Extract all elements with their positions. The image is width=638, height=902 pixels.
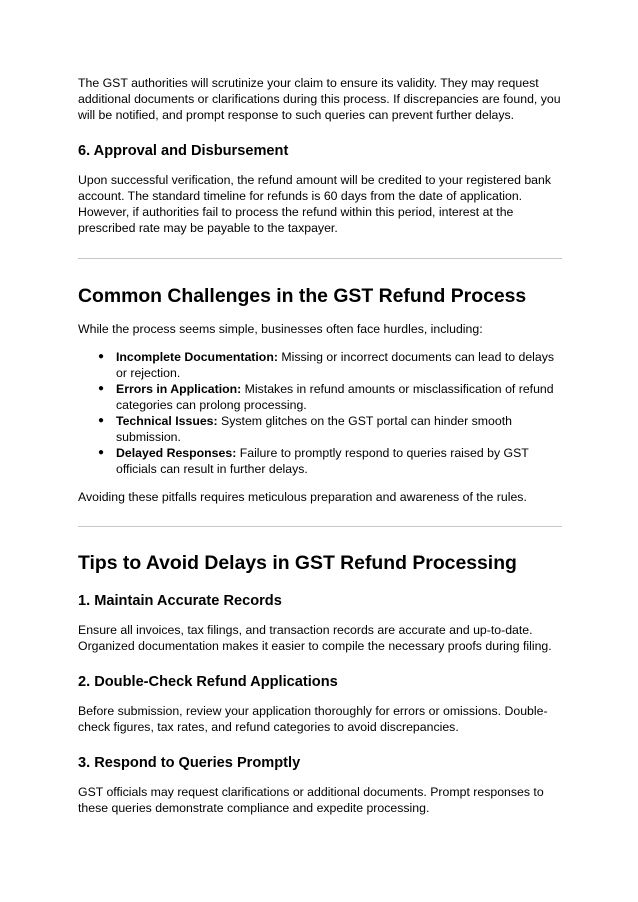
verification-paragraph: The GST authorities will scrutinize your claim to ensure its validity. They may request additional documents or clarifications during this process. If discrepancies are found, you will be notified, and prompt response to such queries can prevent further delays. — [78, 76, 561, 122]
list-item-text: Missing or incorrect documents can lead to delays or rejection. — [116, 350, 555, 380]
list-item-text: Mistakes in refund amounts or misclassification of refund categories can prolong processing. — [116, 382, 554, 412]
tip-paragraph: GST officials may request clarifications or additional documents. Prompt responses to these queries demonstrate compliance and expedite processing. — [78, 785, 544, 815]
list-item — [78, 413, 562, 445]
list-item-term: Errors in Application: — [116, 382, 242, 396]
approval-paragraph: Upon successful verification, the refund amount will be credited to your registered bank account. The standard timeline for refunds is 60 days from the date of application. However, if authorities fail to process the refund within this period, interest at the prescribed rate may be payable to the taxpayer. — [78, 173, 551, 235]
challenges-outro: Avoiding these pitfalls requires meticulous preparation and awareness of the rules. — [78, 490, 527, 504]
tip-paragraph: Before submission, review your application thoroughly for errors or omissions. Double-check figures, tax rates, and refund categories to avoid discrepancies. — [78, 704, 548, 734]
challenges-intro: While the process seems simple, businesses often face hurdles, including: — [78, 322, 483, 336]
tip-heading: 3. Respond to Queries Promptly — [78, 755, 301, 771]
list-item — [78, 445, 562, 477]
list-item-term: Technical Issues: — [116, 414, 218, 428]
list-item — [78, 381, 562, 413]
tip-paragraph: Ensure all invoices, tax filings, and transaction records are accurate and up-to-date. Organized documentation makes it easier to compile the necessary proofs during filing. — [78, 623, 552, 653]
list-item-text: System glitches on the GST portal can hinder smooth submission. — [116, 414, 512, 444]
bullet-icon: ● — [98, 351, 105, 362]
bullet-icon: ● — [98, 415, 105, 426]
challenges-heading: Common Challenges in the GST Refund Process — [78, 285, 527, 307]
challenges-list — [78, 349, 562, 477]
bullet-icon: ● — [98, 447, 105, 458]
list-item — [78, 349, 562, 381]
list-item-term: Delayed Responses: — [116, 446, 237, 460]
section-divider — [78, 526, 562, 527]
approval-heading: 6. Approval and Disbursement — [78, 143, 289, 159]
list-item-text: Failure to promptly respond to queries raised by GST officials can result in further delays. — [116, 446, 529, 476]
tips-heading: Tips to Avoid Delays in GST Refund Processing — [78, 552, 517, 574]
list-item-term: Incomplete Documentation: — [116, 350, 278, 364]
document-page — [78, 0, 562, 816]
tip-heading: 2. Double-Check Refund Applications — [78, 674, 338, 690]
section-divider — [78, 258, 562, 259]
bullet-icon: ● — [98, 383, 105, 394]
tip-heading: 1. Maintain Accurate Records — [78, 593, 282, 609]
